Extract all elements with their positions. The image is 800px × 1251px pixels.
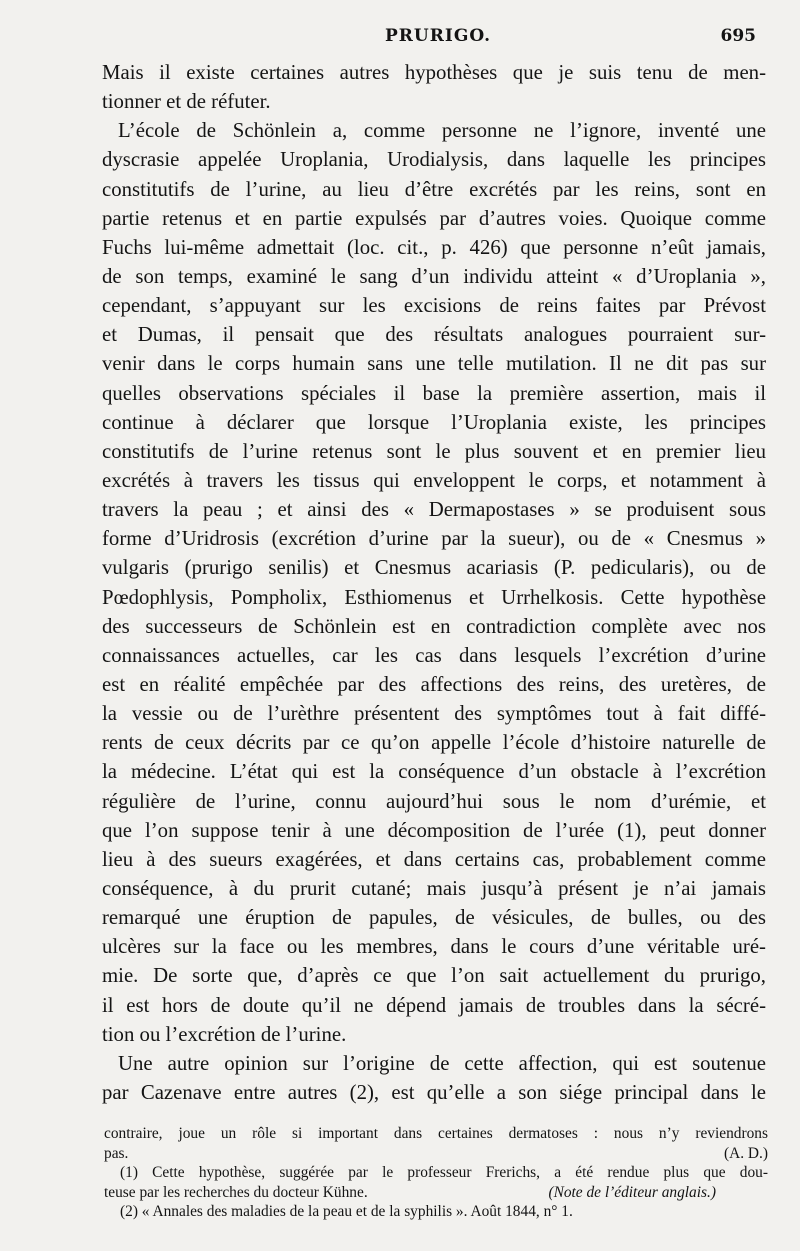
text-line: venir dans le corps humain sans une telle mutilation. Il ne dit pas sur [102,352,766,376]
text-line: L’école de Schönlein a, comme personne ne l’ignore, inventé une [118,119,766,143]
text-line: régulière de l’urine, connu aujourd’hui sous le nom d’urémie, et [102,789,766,813]
text-line: des successeurs de Schönlein est en contradiction complète avec nos [102,614,766,638]
text-line: Fuchs lui-même admettait (loc. cit., p. 426) que personne n’eût jamais, [102,235,766,259]
footnote-1-end [104,1183,768,1203]
text-line: par Cazenave entre autres (2), est qu’elle a son siége principal dans le [102,1080,766,1104]
text-line: partie retenus et en partie expulsés par d’autres voies. Quoique comme [102,206,766,230]
text-line: que l’on suppose tenir à une décomposition de l’urée (1), peut donner [102,818,766,842]
footnote-signature: (A. D.) [723,1144,768,1162]
footnote-continued-end [104,1144,768,1164]
text-line: la vessie ou de l’urèthre présentent des symptômes tout à fait diffé- [102,702,766,726]
text-line: la médecine. L’état qui est la conséquence d’un obstacle à l’excrétion [102,760,766,784]
text-line: quelles observations spéciales il base la première assertion, mais il [102,381,766,405]
footnote-continued-text: pas. [104,1144,129,1162]
footnote-1-line: (1) Cette hypothèse, suggérée par le professeur Frerichs, a été rendue plus que dou- [120,1164,768,1181]
running-title: PRURIGO. [385,26,492,46]
text-line: conséquence, à du prurit cutané; mais jusqu’à présent je n’ai jamais [102,876,766,900]
text-line: constitutifs de l’urine retenus sont le plus souvent et en premier lieu [102,439,766,463]
text-line: ulcères sur la face ou les membres, dans le cours d’une véritable uré- [102,935,766,959]
text-line: Mais il existe certaines autres hypothèses que je suis tenu de men- [102,61,766,84]
text-line: est en réalité empêchée par des affections des reins, des uretères, de [102,672,766,696]
running-header [0,26,800,54]
text-line: cependant, s’appuyant sur les excisions de reins faites par Prévost [102,294,766,318]
text-line: Pœdophlysis, Pompholix, Esthiomenus et Urrhelkosis. Cette hypothèse [102,585,766,609]
text-line: Une autre opinion sur l’origine de cette affection, qui est soutenue [118,1051,766,1075]
text-line: dyscrasie appelée Uroplania, Urodialysis, dans laquelle les principes [102,148,766,172]
footnote-1-attribution: (Note de l’éditeur anglais.) [548,1183,716,1201]
text-line: de son temps, examiné le sang d’un individu atteint « d’Uroplania », [102,264,766,288]
text-line: excrétés à travers les tissus qui enveloppent le corps, et notamment à [102,468,766,492]
footnotes [104,1124,768,1222]
text-line: continue à déclarer que lorsque l’Uroplania existe, les principes [102,410,766,434]
footnote-2: (2) « Annales des maladies de la peau et de la syphilis ». Août 1844, n° 1. [120,1203,573,1220]
footnote-1-text: teuse par les recherches du docteur Kühne. [104,1183,368,1201]
text-line: tionner et de réfuter. [102,90,271,114]
text-line: forme d’Uridrosis (excrétion d’urine par la sueur), ou de « Cnesmus » [102,527,766,551]
text-line: constitutifs de l’urine, au lieu d’être excrétés par les reins, sont en [102,177,766,201]
text-line: tion ou l’excrétion de l’urine. [102,1022,347,1046]
text-line: mie. De sorte que, d’après ce que l’on sait actuellement du prurigo, [102,964,766,988]
text-line: il est hors de doute qu’il ne dépend jamais de troubles dans la sécré- [102,993,766,1017]
footnote-continued-line: contraire, joue un rôle si important dans certaines dermatoses : nous n’y reviendrons [104,1125,768,1142]
text-line: travers la peau ; et ainsi des « Dermapostases » se produisent sous [102,498,766,522]
text-line: rents de ceux décrits par ce qu’on appelle l’école d’histoire naturelle de [102,731,766,755]
body-text [102,58,766,1107]
text-line: connaissances actuelles, car les cas dans lesquels l’excrétion d’urine [102,643,766,667]
text-line: vulgaris (prurigo senilis) et Cnesmus acariasis (P. pedicularis), ou de [102,556,766,580]
text-line: et Dumas, il pensait que des résultats analogues pourraient sur- [102,323,766,347]
text-line: lieu à des sueurs exagérées, et dans certains cas, probablement comme [102,847,766,871]
text-line: remarqué une éruption de papules, de vésicules, de bulles, ou des [102,906,766,930]
page-number: 695 [720,26,756,46]
